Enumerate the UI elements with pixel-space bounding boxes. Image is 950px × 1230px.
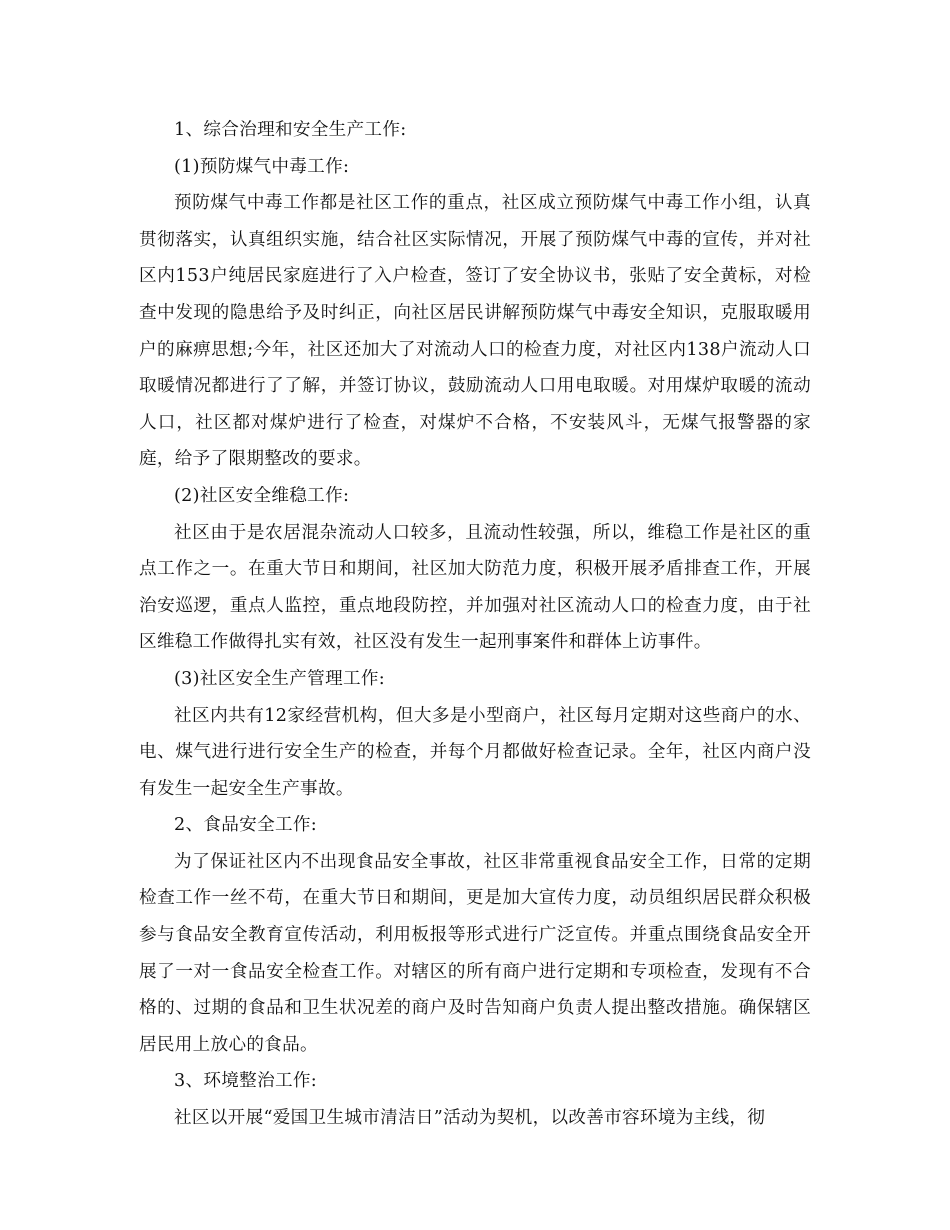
paragraph-production-safety: 社区内共有12家经营机构，但大多是小型商户，社区每月定期对这些商户的水、电、煤气进行进行安全生产的检查，并每个月都做好检查记录。全年，社区内商户没有发生一起安全生产事故。 (139, 705, 811, 799)
document-body (139, 112, 811, 1137)
section-heading-3: 3、环境整治工作: (174, 1071, 317, 1092)
paragraph-environment: 社区以开展“爱国卫生城市清洁日”活动为契机，以改善市容环境为主线，彻 (174, 1108, 766, 1129)
subsection-heading-1-1: (1)预防煤气中毒工作: (174, 156, 350, 177)
subsection-heading-1-3: (3)社区安全生产管理工作: (174, 668, 385, 689)
section-heading-2: 2、食品安全工作: (174, 815, 317, 836)
paragraph-gas-poisoning-prevention: 预防煤气中毒工作都是社区工作的重点，社区成立预防煤气中毒工作小组，认真贯彻落实，认真组织实施，结合社区实际情况，开展了预防煤气中毒的宣传，并对社区内153户纯居民家庭进行了入户检查，签订了安全协议书，张贴了安全黄标，对检查中发现的隐患给予及时纠正，向社区居民讲解预防煤气中毒安全知识，克服取暖用户的麻痹思想;今年，社区还加大了对流动人口的检查力度，对社区内138户流动人口取暖情况都进行了了解，并签订协议，鼓励流动人口用电取暖。对用煤炉取暖的流动人口，社区都对煤炉进行了检查，对煤炉不合格，不安装风斗，无煤气报警器的家庭，给予了限期整改的要求。 (139, 193, 811, 470)
section-heading-1: 1、综合治理和安全生产工作: (174, 120, 407, 140)
paragraph-community-stability: 社区由于是农居混杂流动人口较多，且流动性较强，所以，维稳工作是社区的重点工作之一。在重大节日和期间，社区加大防范力度，积极开展矛盾排查工作，开展治安巡逻，重点人监控，重点地段防控，并加强对社区流动人口的检查力度，由于社区维稳工作做得扎实有效，社区没有发生一起刑事案件和群体上访事件。 (139, 522, 811, 653)
paragraph-food-safety: 为了保证社区内不出现食品安全事故，社区非常重视食品安全工作，日常的定期检查工作一丝不苟，在重大节日和期间，更是加大宣传力度，动员组织居民群众积极参与食品安全教育宣传活动，利用板报等形式进行广泛宣传。并重点围绕食品安全开展了一对一食品安全检查工作。对辖区的所有商户进行定期和专项检查，发现有不合格的、过期的食品和卫生状况差的商户及时告知商户负责人提出整改措施。确保辖区居民用上放心的食品。 (139, 851, 811, 1055)
subsection-heading-1-2: (2)社区安全维稳工作: (174, 485, 350, 506)
